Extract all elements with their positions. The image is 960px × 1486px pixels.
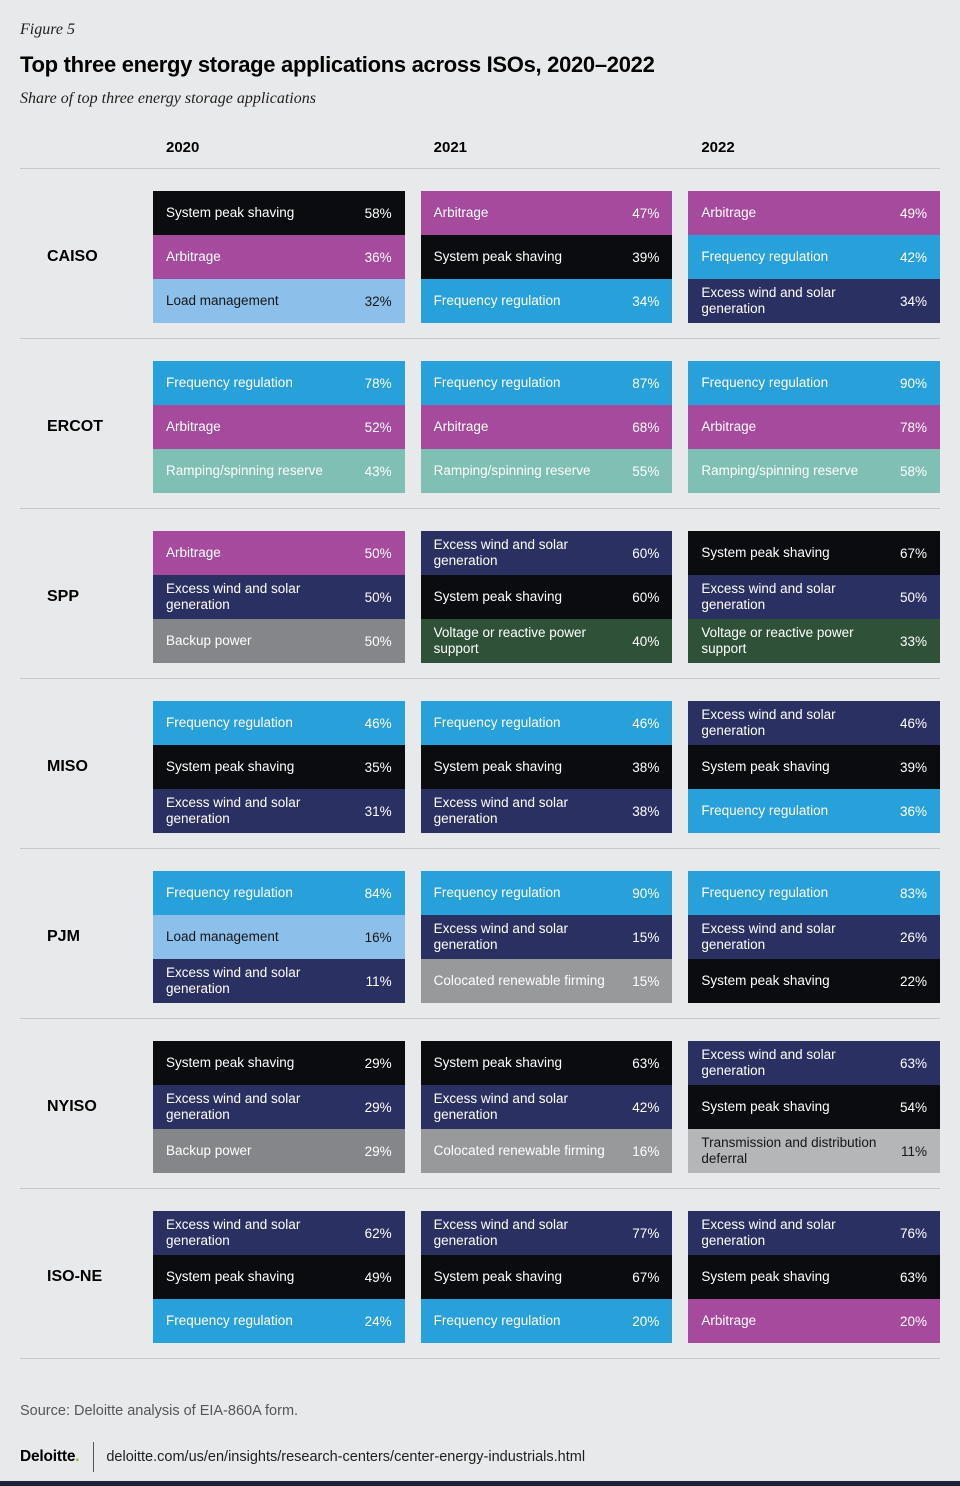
bar-arbitrage <box>421 191 673 235</box>
share-value: 16% <box>364 929 392 945</box>
bar-excess-wind-and-solar-generation <box>421 789 673 833</box>
share-value: 29% <box>364 1143 392 1159</box>
bar-arbitrage <box>688 405 940 449</box>
application-label: Arbitrage <box>701 418 757 434</box>
footer <box>20 1442 940 1472</box>
application-label: Arbitrage <box>166 418 221 434</box>
application-label: Frequency regulation <box>166 1312 293 1328</box>
application-label: Transmission and distribution deferral <box>701 1134 877 1166</box>
bar-transmission-and-distribution-deferral <box>688 1129 940 1173</box>
application-label: Excess wind and solar generation <box>433 1090 568 1122</box>
application-label: Excess wind and solar generation <box>166 964 301 996</box>
iso-row-nyiso <box>20 1019 940 1189</box>
share-value: 54% <box>899 1099 927 1115</box>
application-label: Frequency regulation <box>433 292 561 308</box>
cell-miso-2021 <box>421 701 673 833</box>
bar-voltage-or-reactive-power-support <box>688 619 940 663</box>
bar-excess-wind-and-solar-generation <box>688 575 940 619</box>
share-value: 31% <box>364 803 392 819</box>
bar-system-peak-shaving <box>153 745 405 789</box>
iso-row-miso <box>20 679 940 849</box>
share-value: 39% <box>632 249 660 265</box>
bar-excess-wind-and-solar-generation <box>153 1085 405 1129</box>
bar-frequency-regulation <box>421 871 673 915</box>
bar-excess-wind-and-solar-generation <box>688 1041 940 1085</box>
application-label: System peak shaving <box>166 204 295 220</box>
bar-frequency-regulation <box>421 1299 673 1343</box>
share-value: 35% <box>364 759 392 775</box>
application-label: Excess wind and solar generation <box>701 706 836 738</box>
application-label: System peak shaving <box>701 758 830 774</box>
application-label: Excess wind and solar generation <box>166 580 301 612</box>
source-note: Source: Deloitte analysis of EIA-860A form. <box>20 1403 299 1419</box>
share-value: 49% <box>899 205 927 221</box>
iso-row-iso-ne <box>20 1189 940 1359</box>
iso-row-caiso <box>20 169 940 339</box>
share-value: 90% <box>632 885 660 901</box>
share-value: 52% <box>364 419 392 435</box>
share-value: 29% <box>364 1055 392 1071</box>
share-value: 49% <box>364 1269 392 1285</box>
cell-nyiso-2020 <box>153 1041 405 1173</box>
share-value: 36% <box>899 803 927 819</box>
application-label: System peak shaving <box>166 758 295 774</box>
deloitte-wordmark: Deloitte <box>20 1448 76 1465</box>
share-value: 63% <box>899 1269 927 1285</box>
application-label: System peak shaving <box>701 972 830 988</box>
cell-iso-ne-2021 <box>421 1211 673 1343</box>
application-label: Excess wind and solar generation <box>433 920 568 952</box>
bar-backup-power <box>153 619 405 663</box>
bar-system-peak-shaving <box>421 235 673 279</box>
cell-nyiso-2022 <box>688 1041 940 1173</box>
bar-arbitrage <box>688 1299 940 1343</box>
bar-frequency-regulation <box>688 361 940 405</box>
application-label: Frequency regulation <box>701 884 829 900</box>
bar-excess-wind-and-solar-generation <box>688 279 940 323</box>
bar-system-peak-shaving <box>688 1085 940 1129</box>
year-header-2020: 2020 <box>166 139 200 156</box>
footer-url-link[interactable]: deloitte.com/us/en/insights/research-centers/center-energy-industrials.html <box>106 1449 586 1465</box>
share-value: 46% <box>899 715 927 731</box>
share-value: 63% <box>899 1055 927 1071</box>
iso-row-ercot <box>20 339 940 509</box>
iso-label-iso-ne: ISO-NE <box>47 1268 103 1285</box>
application-label: Frequency regulation <box>433 374 561 390</box>
share-value: 20% <box>899 1313 927 1329</box>
share-value: 34% <box>632 293 660 309</box>
application-label: Frequency regulation <box>701 248 829 264</box>
share-value: 24% <box>364 1313 392 1329</box>
iso-label-spp: SPP <box>47 588 80 605</box>
share-value: 42% <box>899 249 927 265</box>
cell-iso-ne-2020 <box>153 1211 405 1343</box>
cell-spp-2022 <box>688 531 940 663</box>
application-label: Excess wind and solar generation <box>701 580 836 612</box>
share-value: 29% <box>364 1099 392 1115</box>
share-value: 63% <box>632 1055 660 1071</box>
bottom-accent-bar <box>0 1481 960 1486</box>
application-label: Frequency regulation <box>166 374 293 390</box>
bar-system-peak-shaving <box>688 959 940 1003</box>
cell-ercot-2021 <box>421 361 673 493</box>
bar-excess-wind-and-solar-generation <box>153 789 405 833</box>
page-title: Top three energy storage applications across ISOs, 2020–2022 <box>20 52 655 77</box>
share-value: 26% <box>899 929 927 945</box>
share-value: 84% <box>364 885 392 901</box>
application-label: Backup power <box>166 632 252 648</box>
bar-ramping-spinning-reserve <box>421 449 673 493</box>
application-label: Frequency regulation <box>166 884 293 900</box>
share-value: 76% <box>899 1225 927 1241</box>
footer-divider <box>93 1442 94 1472</box>
share-value: 46% <box>364 715 392 731</box>
application-label: System peak shaving <box>701 1268 830 1284</box>
application-label: Frequency regulation <box>433 1312 561 1328</box>
cell-nyiso-2021 <box>421 1041 673 1173</box>
share-value: 78% <box>899 419 927 435</box>
share-value: 34% <box>899 293 927 309</box>
bar-excess-wind-and-solar-generation <box>688 915 940 959</box>
share-value: 50% <box>364 633 392 649</box>
bar-excess-wind-and-solar-generation <box>421 1085 673 1129</box>
year-header-spacer <box>20 139 137 156</box>
application-label: Arbitrage <box>701 1312 757 1328</box>
share-value: 55% <box>632 463 660 479</box>
bar-voltage-or-reactive-power-support <box>421 619 673 663</box>
application-label: Frequency regulation <box>701 802 829 818</box>
bar-frequency-regulation <box>153 361 405 405</box>
application-label: Excess wind and solar generation <box>166 1216 301 1248</box>
application-label: Load management <box>166 292 279 308</box>
share-value: 46% <box>632 715 660 731</box>
share-value: 83% <box>899 885 927 901</box>
deloitte-green-dot: . <box>75 1448 80 1465</box>
share-value: 38% <box>632 803 660 819</box>
share-value: 90% <box>899 375 927 391</box>
application-label: Frequency regulation <box>701 374 829 390</box>
application-label: Excess wind and solar generation <box>166 794 301 826</box>
bar-system-peak-shaving <box>153 1255 405 1299</box>
bar-excess-wind-and-solar-generation <box>421 915 673 959</box>
application-label: System peak shaving <box>433 248 562 264</box>
share-value: 42% <box>632 1099 660 1115</box>
application-label: System peak shaving <box>166 1268 295 1284</box>
application-label: Colocated renewable firming <box>433 972 605 988</box>
iso-label-pjm: PJM <box>47 928 80 945</box>
share-value: 50% <box>899 589 927 605</box>
year-header-2022: 2022 <box>701 139 735 156</box>
application-label: Arbitrage <box>433 204 489 220</box>
share-value: 15% <box>632 973 660 989</box>
application-label: Arbitrage <box>166 248 221 264</box>
bar-ramping-spinning-reserve <box>688 449 940 493</box>
iso-label-miso: MISO <box>47 758 88 775</box>
share-value: 15% <box>632 929 660 945</box>
year-header-row <box>20 139 940 169</box>
share-value: 38% <box>632 759 660 775</box>
application-label: Excess wind and solar generation <box>433 794 568 826</box>
bar-backup-power <box>153 1129 405 1173</box>
share-value: 22% <box>899 973 927 989</box>
share-value: 78% <box>364 375 392 391</box>
cell-caiso-2021 <box>421 191 673 323</box>
bar-excess-wind-and-solar-generation <box>153 1211 405 1255</box>
bar-frequency-regulation <box>688 235 940 279</box>
figure-label: Figure 5 <box>20 21 75 38</box>
application-label: Frequency regulation <box>433 714 561 730</box>
cell-pjm-2022 <box>688 871 940 1003</box>
cell-caiso-2022 <box>688 191 940 323</box>
bar-load-management <box>153 279 405 323</box>
share-value: 50% <box>364 589 392 605</box>
share-value: 33% <box>899 633 927 649</box>
share-value: 11% <box>900 1143 927 1159</box>
share-value: 58% <box>899 463 927 479</box>
bar-frequency-regulation <box>421 279 673 323</box>
bar-excess-wind-and-solar-generation <box>421 531 673 575</box>
bar-excess-wind-and-solar-generation <box>421 1211 673 1255</box>
application-label: Arbitrage <box>166 544 221 560</box>
application-label: System peak shaving <box>433 758 562 774</box>
bar-system-peak-shaving <box>153 1041 405 1085</box>
bar-frequency-regulation <box>153 1299 405 1343</box>
bar-system-peak-shaving <box>421 1041 673 1085</box>
bar-system-peak-shaving <box>421 745 673 789</box>
bar-arbitrage <box>688 191 940 235</box>
application-label: System peak shaving <box>433 1268 562 1284</box>
cell-pjm-2021 <box>421 871 673 1003</box>
share-value: 50% <box>364 545 392 561</box>
bar-colocated-renewable-firming <box>421 959 673 1003</box>
application-label: Arbitrage <box>433 418 489 434</box>
application-label: System peak shaving <box>433 1054 562 1070</box>
bar-system-peak-shaving <box>688 745 940 789</box>
cell-caiso-2020 <box>153 191 405 323</box>
share-value: 32% <box>364 293 392 309</box>
application-label: Excess wind and solar generation <box>701 1216 836 1248</box>
application-label: Excess wind and solar generation <box>433 536 568 568</box>
cell-ercot-2022 <box>688 361 940 493</box>
share-value: 67% <box>632 1269 660 1285</box>
share-value: 11% <box>365 973 392 989</box>
share-value: 60% <box>632 545 660 561</box>
application-label: Ramping/spinning reserve <box>701 462 859 478</box>
share-value: 36% <box>364 249 392 265</box>
deloitte-logo <box>20 1448 79 1466</box>
share-value: 47% <box>632 205 660 221</box>
cell-ercot-2020 <box>153 361 405 493</box>
bar-frequency-regulation <box>688 789 940 833</box>
share-value: 62% <box>364 1225 392 1241</box>
bar-frequency-regulation <box>688 871 940 915</box>
application-label: Colocated renewable firming <box>433 1142 605 1158</box>
bar-frequency-regulation <box>421 361 673 405</box>
share-value: 68% <box>632 419 660 435</box>
application-label: System peak shaving <box>701 544 830 560</box>
application-label: Excess wind and solar generation <box>166 1090 301 1122</box>
bar-arbitrage <box>421 405 673 449</box>
share-value: 20% <box>632 1313 660 1329</box>
application-label: Voltage or reactive power support <box>701 624 854 656</box>
bar-system-peak-shaving <box>153 191 405 235</box>
bar-excess-wind-and-solar-generation <box>688 1211 940 1255</box>
iso-label-nyiso: NYISO <box>47 1098 97 1115</box>
iso-row-spp <box>20 509 940 679</box>
share-value: 16% <box>632 1143 660 1159</box>
bar-system-peak-shaving <box>688 531 940 575</box>
year-header-2021: 2021 <box>433 139 468 156</box>
cell-pjm-2020 <box>153 871 405 1003</box>
bar-excess-wind-and-solar-generation <box>153 959 405 1003</box>
cell-spp-2021 <box>421 531 673 663</box>
bar-system-peak-shaving <box>421 1255 673 1299</box>
bar-ramping-spinning-reserve <box>153 449 405 493</box>
application-label: Arbitrage <box>701 204 757 220</box>
share-value: 67% <box>899 545 927 561</box>
share-value: 39% <box>899 759 927 775</box>
share-value: 87% <box>632 375 660 391</box>
application-label: Excess wind and solar generation <box>433 1216 568 1248</box>
bar-colocated-renewable-firming <box>421 1129 673 1173</box>
iso-label-caiso: CAISO <box>47 248 98 265</box>
application-label: Backup power <box>166 1142 252 1158</box>
cell-spp-2020 <box>153 531 405 663</box>
share-value: 43% <box>364 463 392 479</box>
cell-miso-2020 <box>153 701 405 833</box>
application-label: Excess wind and solar generation <box>701 920 836 952</box>
application-label: Ramping/spinning reserve <box>433 462 591 478</box>
application-label: Excess wind and solar generation <box>701 1046 836 1078</box>
share-value: 77% <box>632 1225 660 1241</box>
application-label: Frequency regulation <box>166 714 293 730</box>
application-label: Load management <box>166 928 279 944</box>
application-label: Frequency regulation <box>433 884 561 900</box>
cell-iso-ne-2022 <box>688 1211 940 1343</box>
share-value: 58% <box>364 205 392 221</box>
application-label: System peak shaving <box>701 1098 830 1114</box>
figure-subtitle: Share of top three energy storage applications <box>20 90 316 107</box>
bar-system-peak-shaving <box>421 575 673 619</box>
application-label: Voltage or reactive power support <box>433 624 586 656</box>
bar-arbitrage <box>153 235 405 279</box>
iso-row-pjm <box>20 849 940 1019</box>
bar-system-peak-shaving <box>688 1255 940 1299</box>
share-value: 60% <box>632 589 660 605</box>
bar-frequency-regulation <box>421 701 673 745</box>
bar-excess-wind-and-solar-generation <box>153 575 405 619</box>
application-label: System peak shaving <box>433 588 562 604</box>
bar-frequency-regulation <box>153 701 405 745</box>
bar-excess-wind-and-solar-generation <box>688 701 940 745</box>
application-label: System peak shaving <box>166 1054 295 1070</box>
bar-frequency-regulation <box>153 871 405 915</box>
iso-label-ercot: ERCOT <box>47 418 103 435</box>
application-label: Ramping/spinning reserve <box>166 462 323 478</box>
bar-load-management <box>153 915 405 959</box>
bar-arbitrage <box>153 405 405 449</box>
iso-rows-container <box>20 169 940 1359</box>
share-value: 40% <box>632 633 660 649</box>
application-label: Excess wind and solar generation <box>701 284 836 316</box>
bar-arbitrage <box>153 531 405 575</box>
cell-miso-2022 <box>688 701 940 833</box>
